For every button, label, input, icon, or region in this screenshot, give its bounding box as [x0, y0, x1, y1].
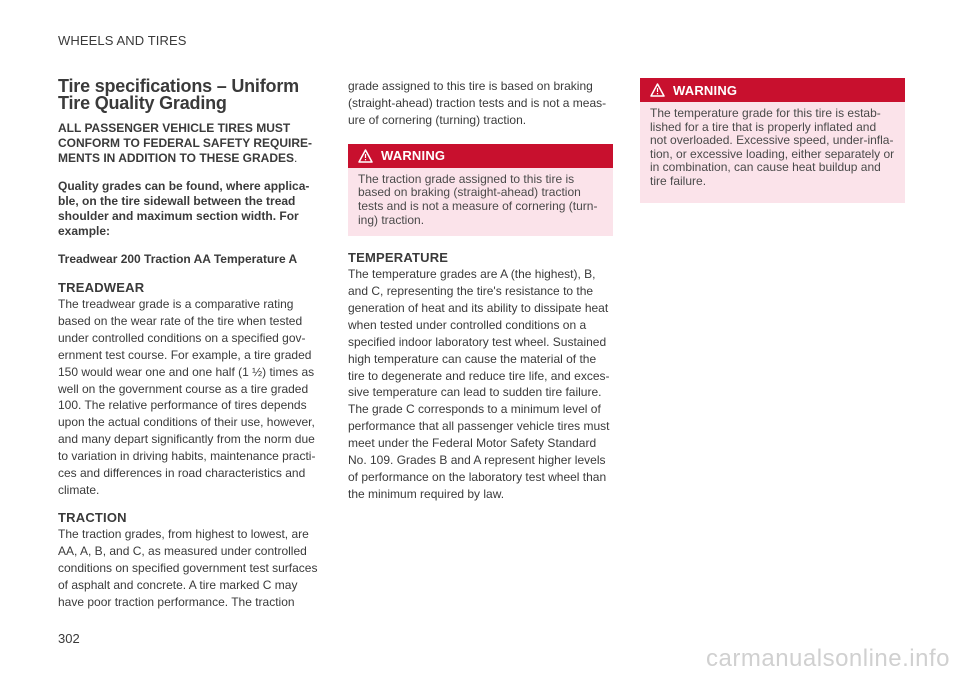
conform-notice — [58, 121, 323, 166]
traction-text: The traction grades, from highest to lowest, are AA, A, B, and C, as measured under controlled conditions on specified government test surfaces of asphalt and concrete. A tire marked C may have poor traction performance. The traction — [58, 526, 318, 609]
warning-header — [348, 144, 613, 168]
conform-notice-text: ALL PASSENGER VEHICLE TIRES MUST CONFORM TO FEDERAL SAFETY REQUIRE-MENTS IN ADDITION TO THESE GRADES — [58, 121, 313, 165]
column-1 — [58, 78, 323, 621]
warning-text: The temperature grade for this tire is estab-lished for a tire that is properly inflated and not overloaded. Excessive speed, under-infla-tion, or excessive loading, either separately or in combination, can cause heat buildup and tire failure. — [650, 106, 895, 188]
temperature-warning-box — [640, 78, 905, 203]
conform-notice-period: . — [294, 151, 298, 165]
watermark: carmanualsonline.info — [706, 645, 950, 672]
section-header: WHEELS AND TIRES — [58, 33, 187, 48]
treadwear-text: The treadwear grade is a comparative rating based on the wear rate of the tire when tested under controlled conditions on a specified gov-ernment test course. For example, a tire graded 150 would wear one and one half (1 ½) times as well on the government course as a tire graded 100. The relative performance of tires depends upon the actual conditions of their use, however, and many depart significantly from the norm due to variation in driving habits, maintenance practi-ces and differences in road characteristics and climate. — [58, 297, 316, 497]
grade-example: Treadwear 200 Traction AA Temperature A — [58, 252, 298, 266]
warning-triangle-icon — [650, 83, 665, 97]
column-3 — [640, 78, 905, 203]
page-title: Tire specifications – Uniform Tire Quality Grading — [58, 76, 299, 113]
traction-heading: TRACTION — [58, 509, 127, 525]
warning-label: WARNING — [381, 148, 446, 164]
warning-triangle-icon — [358, 149, 373, 163]
page-number: 302 — [58, 631, 80, 646]
treadwear-heading: TREADWEAR — [58, 280, 145, 295]
warning-text: The traction grade assigned to this tire is based on braking (straight-ahead) traction tests and is not a measure of cornering (turn-ing) traction. — [358, 171, 598, 227]
traction-text-continued: grade assigned to this tire is based on braking (straight-ahead) traction tests and is not a meas-ure of cornering (turning) traction. — [348, 79, 607, 127]
grades-location-text: Quality grades can be found, where applica-ble, on the tire sidewall between the tread shoulder and maximum section width. For example: — [58, 179, 310, 238]
temperature-heading: TEMPERATURE — [348, 250, 449, 266]
warning-label: WARNING — [673, 82, 738, 98]
temperature-text: The temperature grades are A (the highest), B, and C, representing the tire's resistance to the generation of heat and its ability to dissipate heat when tested under controlled conditions on a specified indoor laboratory test wheel. Sustained high temperature can cause the material of the tire to degenerate and reduce tire life, and exces-sive temperature can lead to sudden tire failure. The grade C corresponds to a minimum level of performance that all passenger vehicle tires must meet under the Federal Motor Safety Standard No. 109. Grades B and A represent higher levels of performance on the laboratory test wheel than the minimum required by law. — [348, 267, 610, 501]
column-2 — [348, 78, 613, 514]
warning-header — [640, 78, 905, 102]
traction-warning-box — [348, 144, 613, 236]
